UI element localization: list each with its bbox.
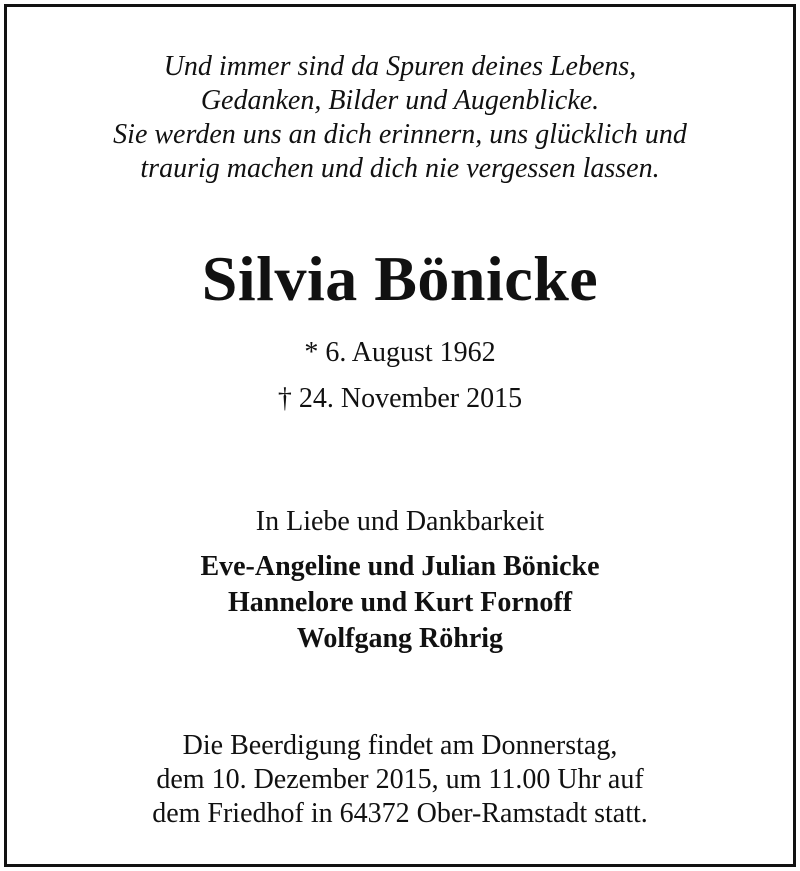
birth-date: * 6. August 1962 (304, 337, 496, 368)
funeral-line: Die Beerdigung findet am Donnerstag, (182, 730, 618, 761)
verse-line: Gedanken, Bilder und Augenblicke. (200, 85, 600, 116)
mourners-list (7, 549, 793, 657)
deceased-name: Silvia Bönicke (201, 243, 599, 314)
memorial-verse (7, 50, 793, 186)
mourner-name: Hannelore und Kurt Fornoff (227, 587, 573, 618)
verse-line: traurig machen und dich nie vergessen lassen. (140, 153, 660, 184)
funeral-info (7, 729, 793, 831)
funeral-line: dem 10. Dezember 2015, um 11.00 Uhr auf (156, 764, 644, 795)
death-date: † 24. November 2015 (277, 383, 523, 414)
funeral-line: dem Friedhof in 64372 Ober-Ramstadt statt. (152, 798, 648, 829)
verse-line: Sie werden uns an dich erinnern, uns glücklich und (113, 119, 687, 150)
obituary-notice (4, 4, 796, 867)
verse-line: Und immer sind da Spuren deines Lebens, (163, 51, 637, 82)
dedication-text: In Liebe und Dankbarkeit (255, 506, 545, 537)
mourner-name: Wolfgang Röhrig (296, 623, 504, 654)
mourner-name: Eve-Angeline und Julian Bönicke (200, 551, 600, 582)
